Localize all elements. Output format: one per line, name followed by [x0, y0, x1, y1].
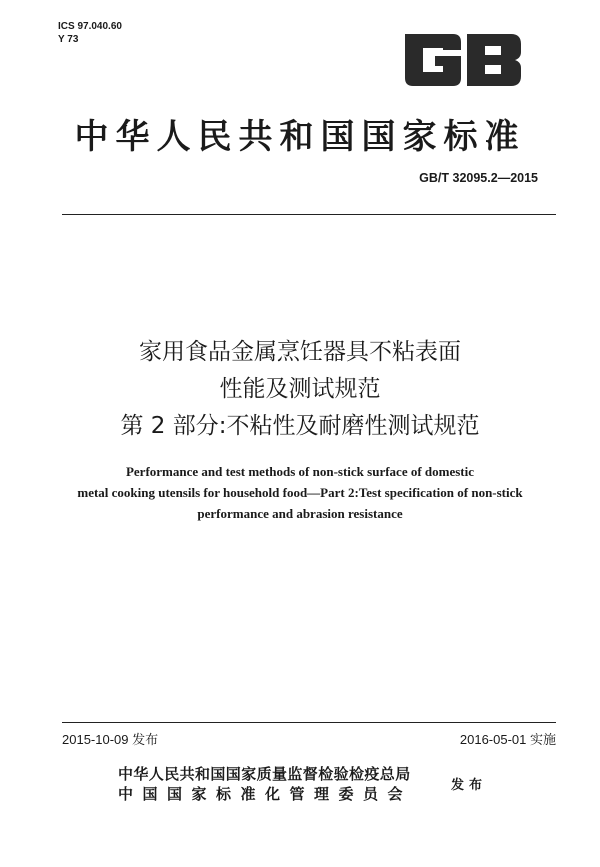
national-standard-title: 中华人民共和国国家标准 — [74, 117, 526, 157]
english-title-line-1: Performance and test methods of non-stick surface of domestic — [125, 464, 475, 479]
issuer-aqsiq: 中华人民共和国国家质量监督检验检疫总局 — [118, 765, 411, 783]
classification-codes — [58, 20, 122, 46]
chinese-title-line-3: 第 2 部分:不粘性及耐磨性测试规范 — [120, 413, 480, 439]
issue-date: 2015-10-09 发布 — [62, 732, 159, 747]
ics-code: ICS 97.040.60 — [58, 21, 122, 32]
gb-logo-icon — [399, 28, 527, 92]
chinese-title-line-1: 家用食品金属烹饪器具不粘表面 — [139, 339, 461, 365]
top-divider — [62, 214, 556, 215]
implementation-date: 2016-05-01 实施 — [459, 732, 556, 747]
standard-number: GB/T 32095.2—2015 — [419, 171, 538, 185]
publish-label: 发布 — [451, 778, 488, 793]
chinese-title-line-2: 性能及测试规范 — [219, 376, 381, 402]
english-title-line-2: metal cooking utensils for household food—Part 2:Test specification of non-stick — [77, 485, 523, 500]
issuer-sac: 中国国家标准化管理委员会 — [118, 785, 413, 803]
bottom-divider — [62, 722, 556, 723]
ccs-code: Y 73 — [58, 34, 79, 45]
english-title-line-3: performance and abrasion resistance — [197, 506, 403, 521]
